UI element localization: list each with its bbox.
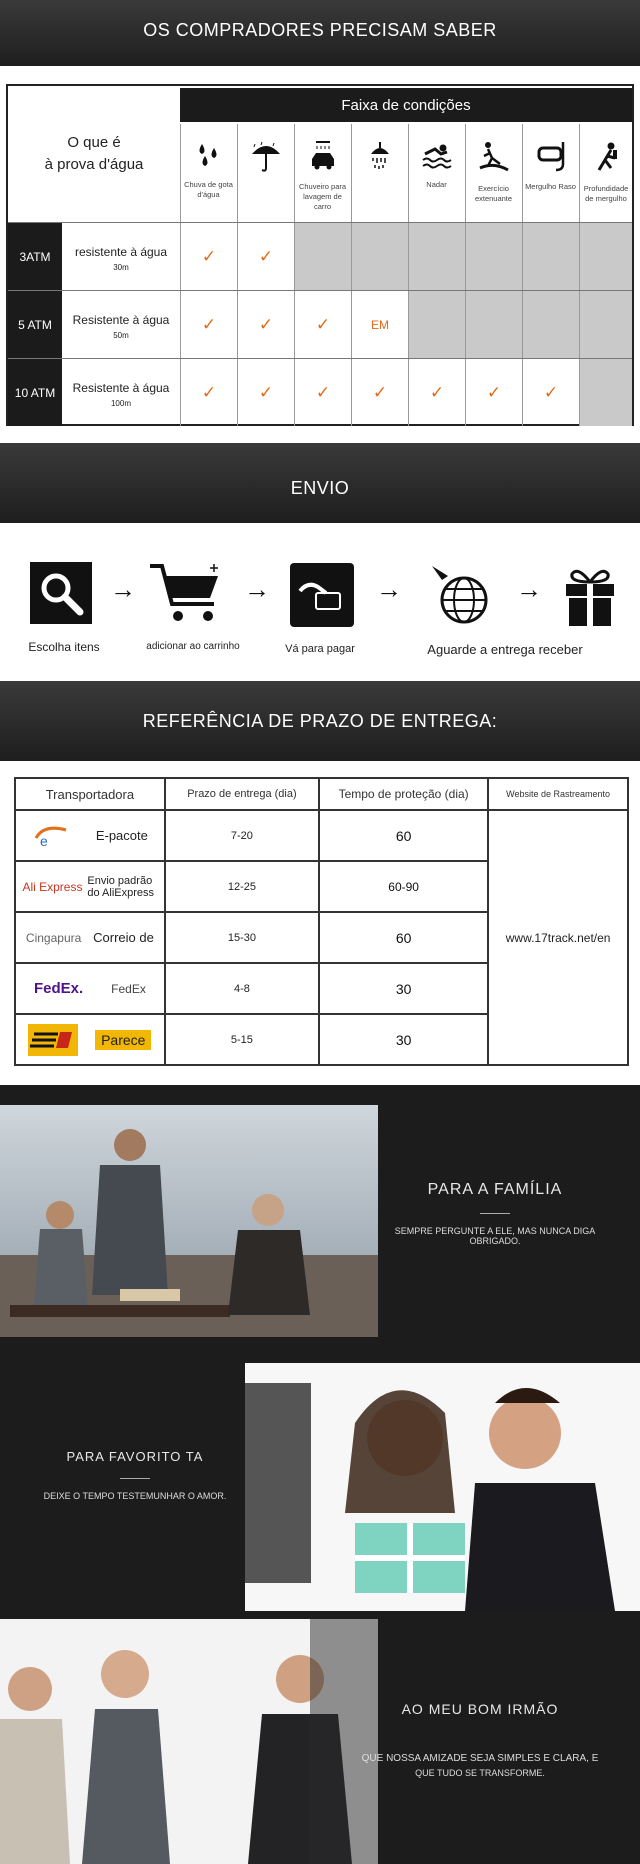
condition-exercise: Exercício extenuante xyxy=(465,124,521,222)
promo-family-title: PARA A FAMÍLIA xyxy=(427,1181,563,1198)
empty-cell xyxy=(579,359,632,426)
atm-label: 3ATM xyxy=(8,223,62,290)
resistance-text: Resistente à água xyxy=(72,313,170,327)
condition-umbrella xyxy=(237,124,293,222)
carrier-name: Correio de xyxy=(93,930,154,945)
header-protection: Tempo de proteção (dia) xyxy=(319,778,488,810)
empty-cell xyxy=(465,223,522,290)
depth-text: 100m xyxy=(110,399,131,408)
empty-cell xyxy=(579,291,632,358)
check-mark: ✓ xyxy=(180,291,237,358)
couple-photo xyxy=(245,1363,640,1611)
carrier-name: Parece xyxy=(95,1030,151,1050)
delivery-table xyxy=(14,777,629,1066)
car-wash-icon xyxy=(308,140,338,172)
delivery-table-header xyxy=(15,778,628,810)
check-mark: ✓ xyxy=(237,359,294,426)
step-label-pay: Vá para pagar xyxy=(285,643,355,655)
shipping-header-title: ENVIO xyxy=(290,478,350,498)
promo-brother-text xyxy=(330,1701,630,1778)
payment-card-icon xyxy=(290,563,354,627)
brothers-photo xyxy=(0,1619,378,1864)
tracking-website[interactable]: www.17track.net/en xyxy=(488,810,628,1065)
check-mark: ✓ xyxy=(522,359,579,426)
depth-text: 50m xyxy=(113,331,129,340)
arrow-right-icon: → xyxy=(516,574,542,604)
header-days: Prazo de entrega (dia) xyxy=(165,778,319,810)
gift-icon xyxy=(560,562,620,628)
carrier-logo: Ali Express xyxy=(22,879,83,894)
carrier-name: E-pacote xyxy=(95,828,148,843)
umbrella-icon xyxy=(250,140,282,174)
family-photo xyxy=(0,1105,378,1337)
shipping-header-band xyxy=(0,443,640,523)
step-label-cart: adicionar ao carrinho xyxy=(146,641,240,652)
protection-days: 60 xyxy=(319,912,488,963)
check-mark: ✓ xyxy=(294,291,351,358)
resistance-desc xyxy=(62,291,180,358)
divider xyxy=(480,1213,510,1214)
corner-line2: à prova d'água xyxy=(44,156,144,173)
epacket-logo xyxy=(32,822,72,850)
check-mark: ✓ xyxy=(351,359,408,426)
promo-family xyxy=(0,1085,640,1357)
empty-cell xyxy=(408,291,465,358)
delivery-days: 4-8 xyxy=(165,963,319,1014)
promo-favorite-title: PARA FAVORITO TA xyxy=(66,1449,204,1464)
atm-label: 5 ATM xyxy=(8,291,62,358)
step-label-wait: Aguarde a entrega receber xyxy=(427,642,583,657)
carrier-logo: Cingapura xyxy=(25,930,82,945)
arrow-right-icon: → xyxy=(110,574,136,604)
delivery-days: 12-25 xyxy=(165,861,319,912)
surfing-icon xyxy=(478,140,510,174)
condition-car-wash: Chuveiro para lavagem de carro xyxy=(294,124,350,222)
atm-label: 10 ATM xyxy=(8,359,62,426)
promo-brother-title: AO MEU BOM IRMÃO xyxy=(401,1701,559,1717)
waterproof-table xyxy=(6,84,634,426)
magnifier-icon xyxy=(30,562,92,624)
check-mark: ✓ xyxy=(237,223,294,290)
promo-family-text xyxy=(370,1181,620,1246)
corner-line1: O que é xyxy=(67,134,121,151)
arrow-right-icon: → xyxy=(376,574,402,604)
waterproof-row xyxy=(8,222,632,290)
header-tracking: Website de Rastreamento xyxy=(488,778,628,810)
check-mark: ✓ xyxy=(465,359,522,426)
promo-favorite-text xyxy=(20,1449,250,1501)
resistance-text: Resistente à água xyxy=(72,381,170,395)
resistance-text: resistente à água xyxy=(74,245,168,259)
promo-favorite xyxy=(0,1357,640,1615)
empty-cell xyxy=(465,291,522,358)
divider xyxy=(120,1478,150,1479)
promo-brother xyxy=(0,1615,640,1864)
condition-swim: Nadar xyxy=(408,124,464,222)
protection-days: 30 xyxy=(319,963,488,1014)
table-row xyxy=(15,810,628,861)
svg-text:e: e xyxy=(39,832,48,849)
empty-cell xyxy=(579,223,632,290)
rain-drops-icon xyxy=(194,140,224,170)
buyers-header-band xyxy=(0,0,640,66)
waterproof-row xyxy=(8,358,632,426)
promo-family-desc: SEMPRE PERGUNTE A ELE, MAS NUNCA DIGA OBRIGADO. xyxy=(394,1226,596,1246)
protection-days: 60-90 xyxy=(319,861,488,912)
snorkel-icon xyxy=(534,140,568,172)
delivery-header-band xyxy=(0,681,640,761)
protection-days: 30 xyxy=(319,1014,488,1065)
empty-cell xyxy=(522,223,579,290)
diver-icon xyxy=(591,140,621,174)
delivery-days: 5-15 xyxy=(165,1014,319,1065)
condition-deep-dive: Profundidade de mergulho xyxy=(579,124,632,222)
globe-plane-icon xyxy=(428,562,494,628)
carrier-name: Envio padrão do AliExpress xyxy=(87,874,155,899)
arrow-right-icon: → xyxy=(244,574,270,604)
check-mark: ✓ xyxy=(408,359,465,426)
delivery-header-title: REFERÊNCIA DE PRAZO DE ENTREGA: xyxy=(142,711,498,731)
empty-cell xyxy=(294,223,351,290)
check-mark: ✓ xyxy=(180,359,237,426)
carrier-logo: FedEx. xyxy=(33,980,84,997)
check-mark: ✓ xyxy=(180,223,237,290)
check-mark: ✓ xyxy=(294,359,351,426)
ems-logo xyxy=(28,1024,78,1056)
header-carrier: Transportadora xyxy=(15,778,165,810)
condition-snorkel: Mergulho Raso xyxy=(522,124,578,222)
promo-favorite-desc: DEIXE O TEMPO TESTEMUNHAR O AMOR. xyxy=(43,1491,227,1501)
carrier-name: FedEx xyxy=(111,981,146,996)
resistance-desc xyxy=(62,223,180,290)
depth-text: 30m xyxy=(113,263,129,272)
waterproof-row xyxy=(8,290,632,358)
shower-icon xyxy=(365,140,395,172)
cell-text: EM xyxy=(351,291,408,358)
swimmer-icon xyxy=(421,140,453,170)
waterproof-corner xyxy=(8,86,180,222)
empty-cell xyxy=(522,291,579,358)
protection-days: 60 xyxy=(319,810,488,861)
cart-icon xyxy=(148,560,228,626)
step-label-choose: Escolha itens xyxy=(28,640,100,654)
resistance-desc xyxy=(62,359,180,426)
promo-brother-desc: QUE NOSSA AMIZADE SEJA SIMPLES E CLARA, E xyxy=(361,1753,599,1764)
empty-cell xyxy=(351,223,408,290)
buyers-header-title: OS COMPRADORES PRECISAM SABER xyxy=(143,20,497,40)
delivery-days: 15-30 xyxy=(165,912,319,963)
condition-shower xyxy=(351,124,407,222)
empty-cell xyxy=(408,223,465,290)
condition-rain: Chuva de gota d'água xyxy=(180,124,236,222)
delivery-days: 7-20 xyxy=(165,810,319,861)
promo-brother-desc2: QUE TUDO SE TRANSFORME. xyxy=(415,1768,545,1778)
check-mark: ✓ xyxy=(237,291,294,358)
conditions-header: Faixa de condições xyxy=(180,88,632,122)
